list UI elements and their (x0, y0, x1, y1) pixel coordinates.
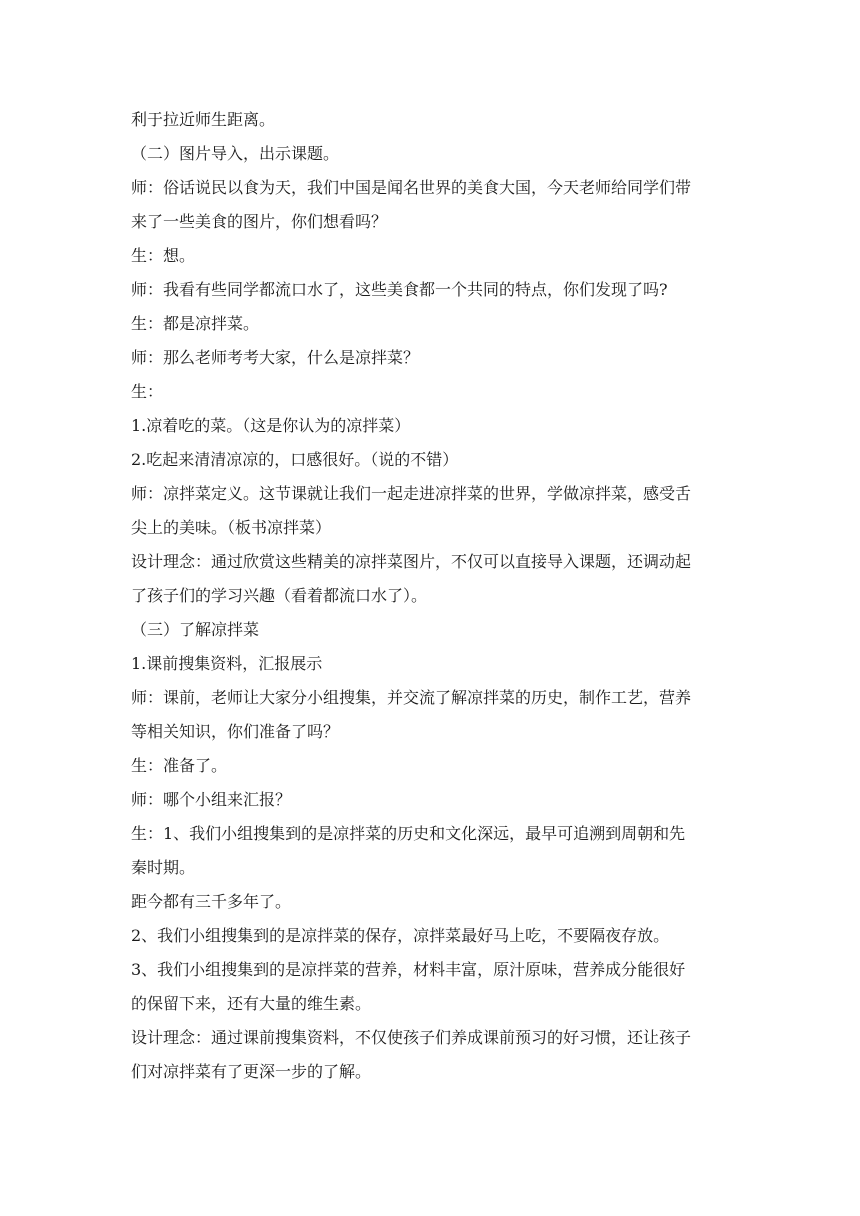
text-line: 设计理念：通过欣赏这些精美的凉拌菜图片，不仅可以直接导入课题，还调动起 (131, 552, 692, 571)
text-line: 生：都是凉拌菜。 (131, 314, 260, 333)
document-body (131, 103, 731, 1089)
text-line: 来了一些美食的图片，你们想看吗？ (131, 212, 388, 231)
text-line: 等相关知识，你们准备了吗？ (131, 722, 340, 741)
text-line: 1.凉着吃的菜。（这是你认为的凉拌菜） (131, 416, 411, 435)
text-line: 生： (131, 382, 164, 401)
text-line: 距今都有三千多年了。 (131, 892, 292, 911)
text-line: 尖上的美味。（板书凉拌菜） (131, 518, 332, 537)
text-line: 生：准备了。 (131, 756, 228, 775)
text-line: 2.吃起来清清凉凉的，口感很好。（说的不错） (131, 450, 459, 469)
text-line: 2、我们小组搜集到的是凉拌菜的保存，凉拌菜最好马上吃，不要隔夜存放。 (131, 926, 670, 945)
text-line: 设计理念：通过课前搜集资料，不仅使孩子们养成课前预习的好习惯，还让孩子 (131, 1028, 692, 1047)
text-line: 1.课前搜集资料，汇报展示 (131, 654, 323, 673)
text-line: 了孩子们的学习兴趣（看着都流口水了）。 (131, 586, 428, 605)
text-line: 利于拉近师生距离。 (131, 110, 276, 129)
text-line: 们对凉拌菜有了更深一步的了解。 (131, 1062, 372, 1081)
text-line: 秦时期。 (131, 858, 196, 877)
text-line: 师：凉拌菜定义。这节课就让我们一起走进凉拌菜的世界，学做凉拌菜，感受舌 (131, 484, 692, 503)
text-line: 师：课前，老师让大家分小组搜集，并交流了解凉拌菜的历史，制作工艺，营养 (131, 688, 692, 707)
text-line: 3、我们小组搜集到的是凉拌菜的营养，材料丰富，原汁原味，营养成分能很好 (131, 960, 686, 979)
section-heading: （二）图片导入，出示课题。 (131, 144, 340, 163)
text-line: 师：我看有些同学都流口水了，这些美食都一个共同的特点，你们发现了吗? (131, 280, 668, 299)
text-line: 师：哪个小组来汇报？ (131, 790, 292, 809)
text-line: 生：想。 (131, 246, 196, 265)
text-line: 师：俗话说民以食为天，我们中国是闻名世界的美食大国，今天老师给同学们带 (131, 178, 692, 197)
section-heading: （三）了解凉拌菜 (131, 620, 260, 639)
text-line: 的保留下来，还有大量的维生素。 (131, 994, 372, 1013)
text-line: 师：那么老师考考大家，什么是凉拌菜？ (131, 348, 420, 367)
text-line: 生：1、我们小组搜集到的是凉拌菜的历史和文化深远，最早可追溯到周朝和先 (131, 824, 686, 843)
